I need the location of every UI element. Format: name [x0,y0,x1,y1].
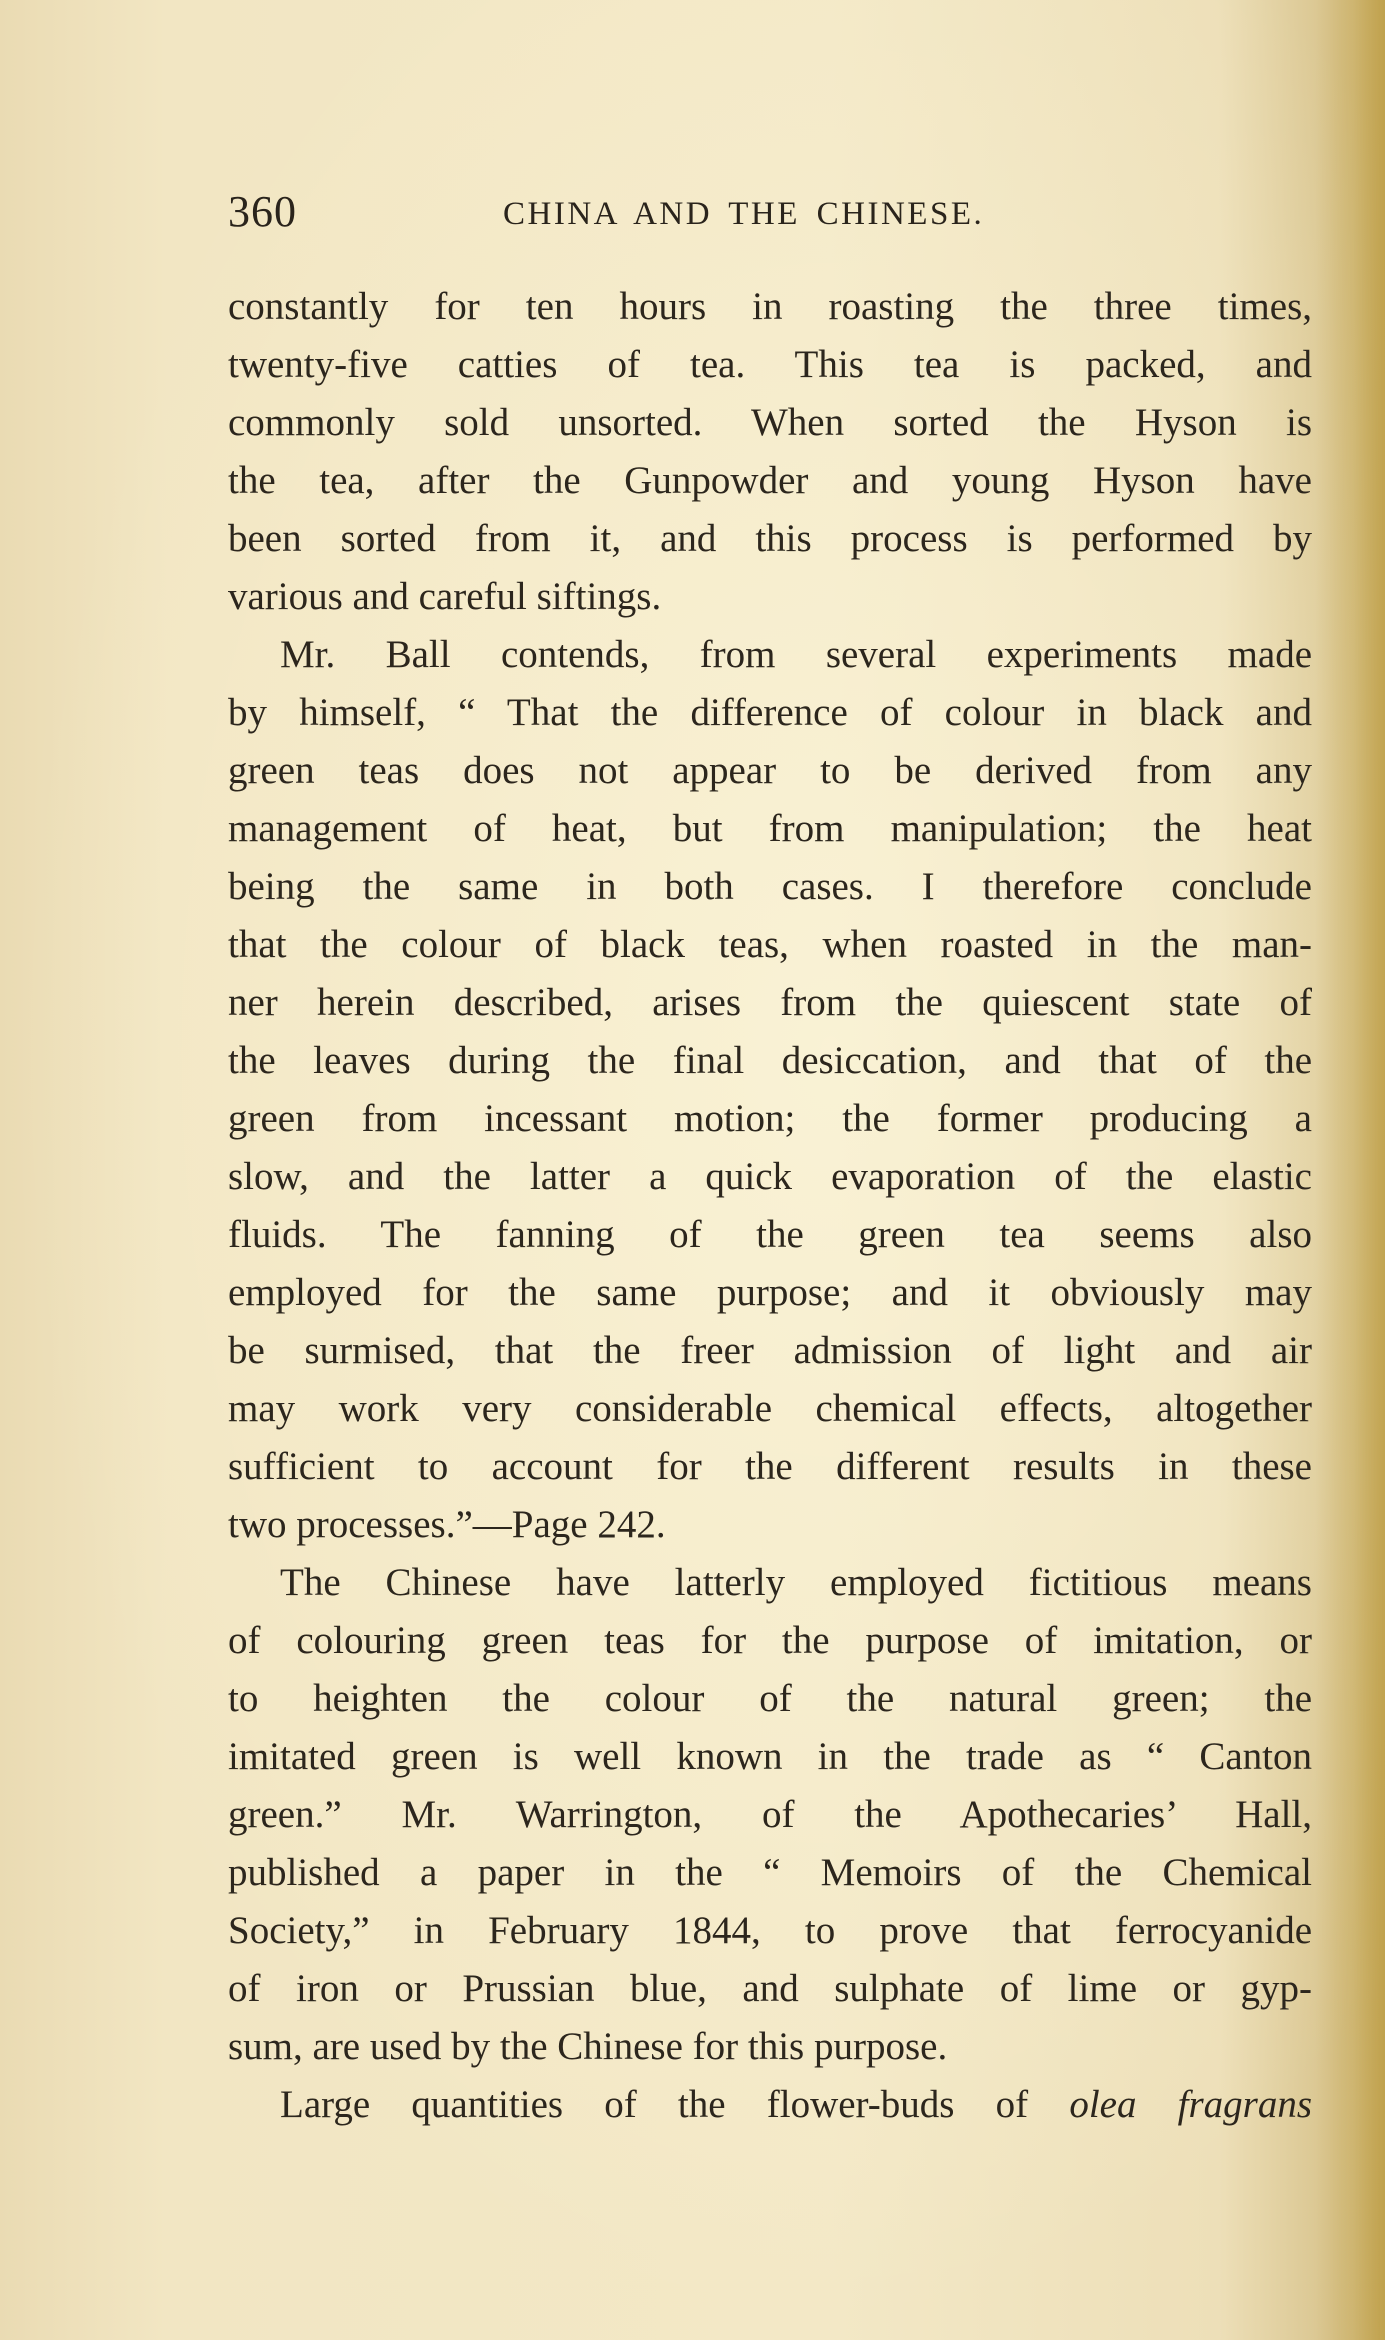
text-line: the tea, after the Gunpowder and young Hyson have [228,459,1312,502]
text-line: been sorted from it, and this process is performed by [228,517,1312,560]
paragraph-start-line: Mr. Ball contends, from several experiments made [280,633,1312,676]
text-line: employed for the same purpose; and it obviously may [228,1271,1312,1314]
text-line: may work very considerable chemical effects, altogether [228,1387,1312,1430]
text-line: fluids. The fanning of the green tea seems also [228,1213,1312,1256]
text-line: green from incessant motion; the former producing a [228,1097,1312,1140]
text-line: of colouring green teas for the purpose of imitation, or [228,1619,1312,1662]
body-text [228,278,1312,2134]
text-line: two processes.”—Page 242. [228,1503,666,1546]
text-line: green teas does not appear to be derived from any [228,749,1312,792]
text-line: twenty-five catties of tea. This tea is packed, and [228,343,1312,386]
running-head [228,180,1076,244]
text-line: sum, are used by the Chinese for this purpose. [228,2025,948,2068]
text-line: green.” Mr. Warrington, of the Apothecaries’ Hall, [228,1793,1312,1836]
final-line-text: Large quantities of the flower-buds of [280,2083,1029,2126]
page-edge-shadow [1315,0,1385,2340]
text-line: the leaves during the final desiccation, and that of the [228,1039,1312,1082]
paragraph-start-line [228,2076,1312,2134]
text-line: being the same in both cases. I therefore conclude [228,865,1312,908]
text-line: of iron or Prussian blue, and sulphate of lime or gyp- [228,1967,1312,2010]
text-line: commonly sold unsorted. When sorted the Hyson is [228,401,1312,444]
page-number: 360 [228,187,297,236]
italic-term: olea fragrans [1069,2083,1313,2126]
text-line: by himself, “ That the difference of colour in black and [228,691,1312,734]
text-line: sufficient to account for the different results in these [228,1445,1312,1488]
text-line: ner herein described, arises from the quiescent state of [228,981,1312,1024]
paragraph-start-line: The Chinese have latterly employed fictitious means [280,1561,1312,1604]
text-line: be surmised, that the freer admission of light and air [228,1329,1312,1372]
running-title: CHINA AND THE CHINESE. [503,196,985,232]
text-line: Society,” in February 1844, to prove that ferrocyanide [228,1909,1312,1952]
text-line: imitated green is well known in the trade as “ Canton [228,1735,1312,1778]
text-line: constantly for ten hours in roasting the three times, [228,285,1312,328]
text-line: to heighten the colour of the natural green; the [228,1677,1312,1720]
text-line: management of heat, but from manipulation; the heat [228,807,1312,850]
text-line: that the colour of black teas, when roasted in the man- [228,923,1312,966]
text-line: published a paper in the “ Memoirs of the Chemical [228,1851,1312,1894]
text-line: slow, and the latter a quick evaporation of the elastic [228,1155,1312,1198]
text-line: various and careful siftings. [228,575,662,618]
